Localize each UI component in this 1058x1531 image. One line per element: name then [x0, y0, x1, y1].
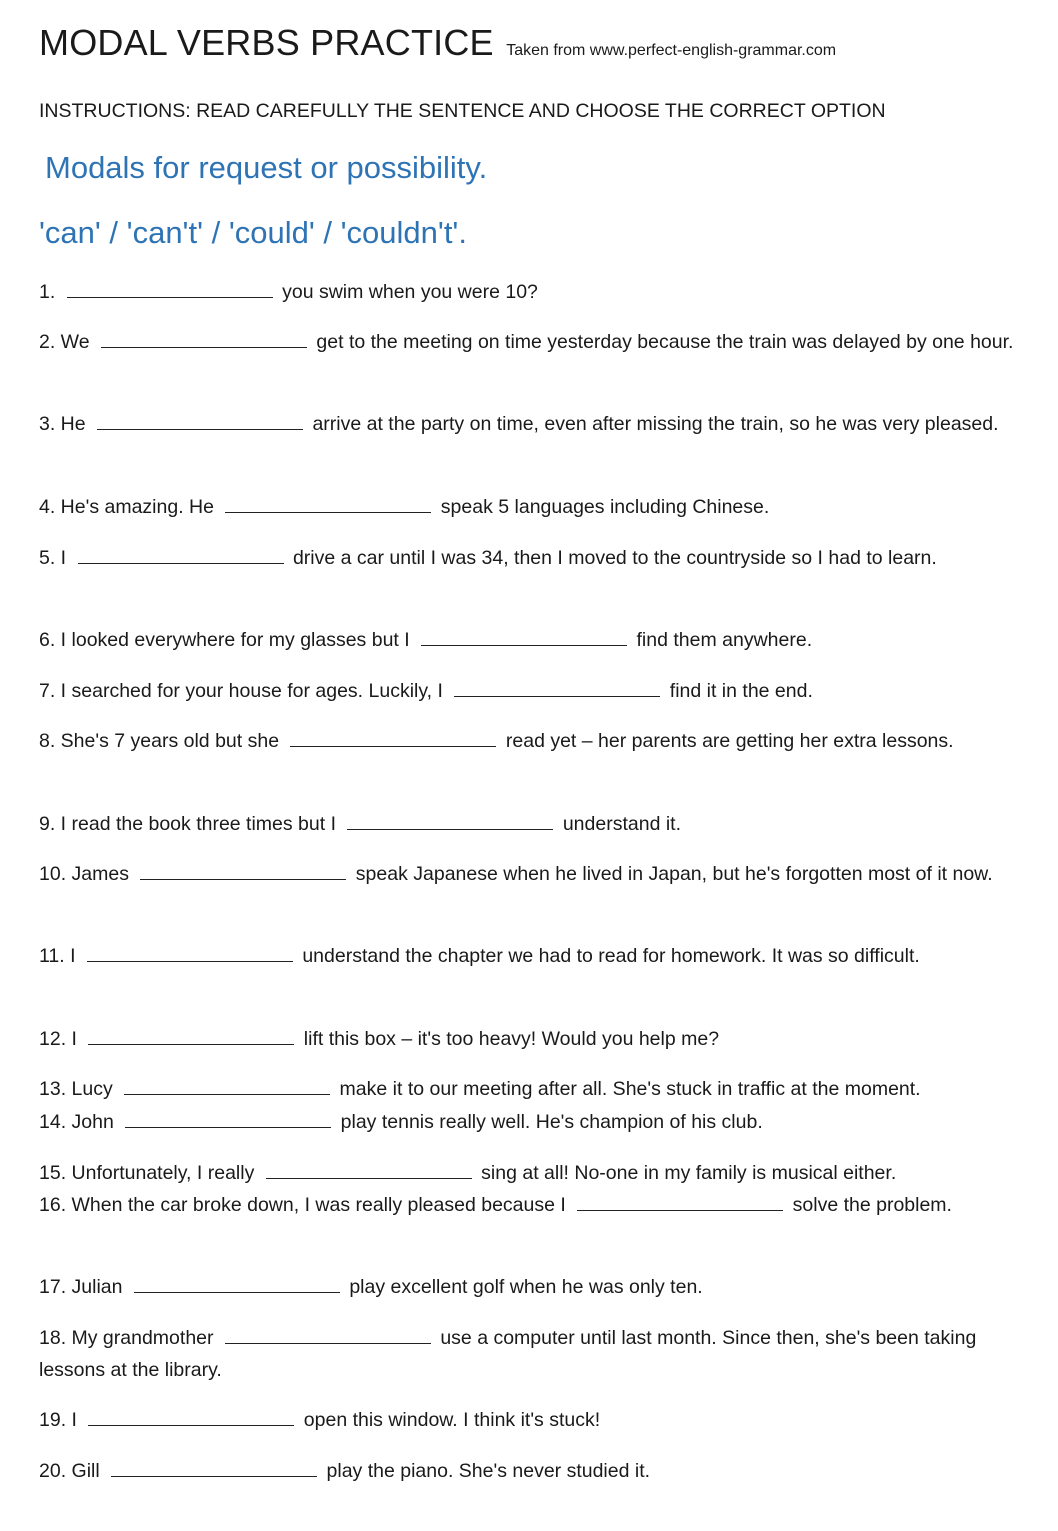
question-7: 7. I searched for your house for ages. Luckily, I find it in the end.	[39, 675, 1034, 707]
answer-blank[interactable]	[266, 1158, 472, 1179]
instructions: INSTRUCTIONS: READ CAREFULLY THE SENTENCE AND CHOOSE THE CORRECT OPTION	[39, 100, 886, 122]
question-10: 10. James speak Japanese when he lived in Japan, but he's forgotten most of it now.	[39, 858, 1034, 890]
answer-blank[interactable]	[125, 1107, 331, 1128]
answer-blank[interactable]	[124, 1074, 330, 1095]
answer-blank[interactable]	[290, 726, 496, 747]
title-line	[39, 22, 836, 64]
answer-blank[interactable]	[67, 277, 273, 298]
answer-blank[interactable]	[421, 625, 627, 646]
answer-blank[interactable]	[87, 941, 293, 962]
question-18: 18. My grandmother use a computer until last month. Since then, she's been taking lessons at the library.	[39, 1322, 1034, 1386]
answer-blank[interactable]	[111, 1456, 317, 1477]
question-13: 13. Lucy make it to our meeting after all. She's stuck in traffic at the moment.	[39, 1073, 1034, 1105]
question-2: 2. We get to the meeting on time yesterday because the train was delayed by one hour.	[39, 326, 1034, 358]
question-11: 11. I understand the chapter we had to read for homework. It was so difficult.	[39, 940, 1034, 972]
question-19: 19. I open this window. I think it's stuck!	[39, 1404, 1034, 1436]
answer-blank[interactable]	[88, 1024, 294, 1045]
source-note: Taken from www.perfect-english-grammar.com	[506, 42, 837, 59]
question-9: 9. I read the book three times but I understand it.	[39, 808, 1034, 840]
answer-blank[interactable]	[577, 1190, 783, 1211]
question-3: 3. He arrive at the party on time, even after missing the train, so he was very pleased.	[39, 408, 1034, 440]
topic-heading: Modals for request or possibility.	[45, 150, 488, 185]
question-15: 15. Unfortunately, I really sing at all! No-one in my family is musical either.	[39, 1157, 1034, 1189]
question-5: 5. I drive a car until I was 34, then I moved to the countryside so I had to learn.	[39, 542, 1034, 574]
answer-blank[interactable]	[134, 1272, 340, 1293]
question-16: 16. When the car broke down, I was really pleased because I solve the problem.	[39, 1189, 1034, 1221]
question-14: 14. John play tennis really well. He's champion of his club.	[39, 1106, 1034, 1138]
question-8: 8. She's 7 years old but she read yet – her parents are getting her extra lessons.	[39, 725, 1034, 757]
options-heading: 'can' / 'can't' / 'could' / 'couldn't'.	[39, 215, 467, 250]
answer-blank[interactable]	[88, 1405, 294, 1426]
answer-blank[interactable]	[101, 327, 307, 348]
answer-blank[interactable]	[140, 859, 346, 880]
question-20: 20. Gill play the piano. She's never studied it.	[39, 1455, 1034, 1487]
question-4: 4. He's amazing. He speak 5 languages including Chinese.	[39, 491, 1034, 523]
answer-blank[interactable]	[347, 809, 553, 830]
answer-blank[interactable]	[225, 492, 431, 513]
question-17: 17. Julian play excellent golf when he was only ten.	[39, 1271, 1034, 1303]
question-1: 1. you swim when you were 10?	[39, 276, 1034, 308]
answer-blank[interactable]	[97, 409, 303, 430]
question-12: 12. I lift this box – it's too heavy! Would you help me?	[39, 1023, 1034, 1055]
question-6: 6. I looked everywhere for my glasses but I find them anywhere.	[39, 624, 1034, 656]
page-title: MODAL VERBS PRACTICE	[39, 22, 494, 63]
answer-blank[interactable]	[454, 676, 660, 697]
answer-blank[interactable]	[225, 1323, 431, 1344]
answer-blank[interactable]	[78, 543, 284, 564]
